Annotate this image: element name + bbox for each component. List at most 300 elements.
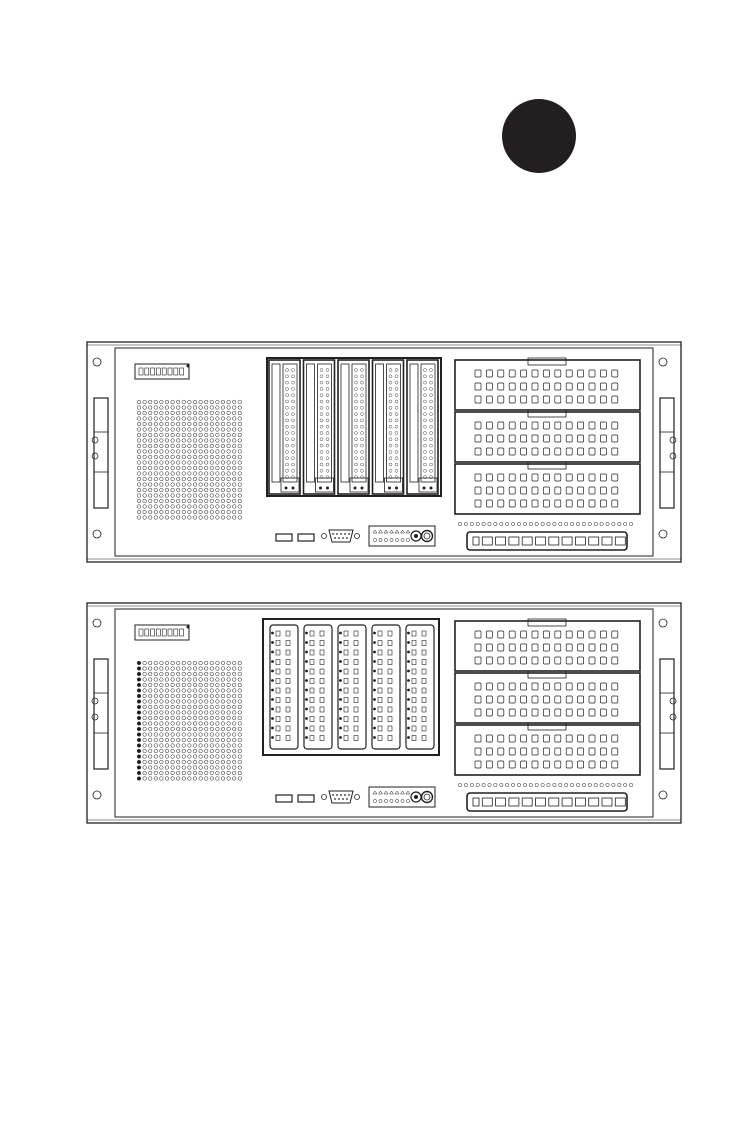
vent-hole — [171, 433, 175, 437]
expansion-bay-vent — [486, 748, 492, 755]
brand-logo-glyph — [162, 368, 166, 375]
vent-hole — [193, 694, 197, 698]
vent-hole — [188, 738, 192, 742]
expansion-bay-vent — [589, 696, 595, 703]
vent-hole — [221, 705, 225, 709]
io-port — [562, 798, 572, 806]
vent-hole — [199, 472, 203, 476]
front-vent-dot — [594, 522, 597, 525]
vent-hole — [154, 738, 158, 742]
vent-hole — [193, 488, 197, 492]
rack-ear-hole-left — [93, 358, 101, 366]
expansion-bay-tab — [528, 671, 566, 678]
vent-hole — [176, 727, 180, 731]
vent-hole — [238, 505, 242, 509]
vent-hole — [199, 411, 203, 415]
drive-tray-vent — [292, 432, 295, 435]
front-vent-dot — [511, 783, 514, 786]
expansion-bay — [455, 358, 640, 410]
vent-hole — [148, 672, 152, 676]
drive-tray-vent — [430, 400, 433, 403]
vent-hole — [216, 450, 220, 454]
vent-hole — [143, 488, 147, 492]
vent-hole — [137, 661, 141, 665]
vent-hole — [137, 722, 141, 726]
rack-ear-hole-right — [659, 619, 667, 627]
drive-bay-cover-slot — [422, 717, 426, 722]
drive-tray-vent — [292, 444, 295, 447]
drive-tray-latch — [419, 478, 437, 492]
vent-hole — [154, 433, 158, 437]
drive-bay-cover-slot — [378, 660, 382, 665]
drive-bay-cover-slot — [354, 726, 358, 731]
vent-hole — [137, 749, 141, 753]
vent-hole — [238, 477, 242, 481]
vent-hole — [160, 771, 164, 775]
vent-hole — [171, 483, 175, 487]
drive-tray-vent — [355, 444, 358, 447]
drive-bay-cover-slot — [276, 726, 280, 731]
drive-bay-cover-slot — [422, 698, 426, 703]
drive-bay-cover-panel — [406, 625, 434, 749]
vent-hole — [160, 461, 164, 465]
drive-tray-vent — [292, 400, 295, 403]
vent-hole — [160, 455, 164, 459]
vent-hole — [188, 494, 192, 498]
vent-hole — [216, 400, 220, 404]
expansion-bay-vent — [521, 709, 527, 716]
com-port-pin — [344, 533, 346, 535]
vent-hole — [204, 461, 208, 465]
vent-hole — [193, 444, 197, 448]
drive-tray-vent — [430, 419, 433, 422]
drive-tray-vent — [326, 463, 329, 466]
front-vent-dot — [458, 522, 461, 525]
expansion-bay-vent — [543, 696, 549, 703]
vent-hole — [232, 461, 236, 465]
vent-hole — [210, 428, 214, 432]
expansion-bay-vent — [475, 748, 481, 755]
expansion-bay-vent — [521, 657, 527, 664]
drive-bay-cover-rivet — [407, 689, 410, 692]
expansion-bay-vent — [612, 657, 618, 664]
drive-tray-vent — [361, 432, 364, 435]
vent-hole — [232, 422, 236, 426]
vent-hole — [176, 411, 180, 415]
io-port — [536, 537, 546, 545]
vent-hole — [216, 428, 220, 432]
vent-hole — [148, 727, 152, 731]
vent-hole — [137, 439, 141, 443]
brand-logo-glyph — [145, 368, 149, 375]
vent-hole — [176, 755, 180, 759]
drive-bay-cover-rivet — [373, 679, 376, 682]
vent-hole — [238, 722, 242, 726]
expansion-bay-vent — [475, 474, 481, 481]
vent-hole — [216, 516, 220, 520]
vent-hole — [182, 678, 186, 682]
drive-tray-vent — [320, 375, 323, 378]
vent-hole — [171, 417, 175, 421]
brand-logo-glyph — [151, 368, 155, 375]
vent-hole — [238, 760, 242, 764]
vent-hole — [238, 406, 242, 410]
vent-hole — [143, 716, 147, 720]
drive-tray-vent — [395, 438, 398, 441]
expansion-bay-vent — [509, 657, 515, 664]
vent-hole — [188, 744, 192, 748]
expansion-bay-vent — [555, 748, 561, 755]
vent-hole — [171, 444, 175, 448]
vent-hole — [232, 672, 236, 676]
vent-hole — [143, 411, 147, 415]
vent-hole — [171, 450, 175, 454]
drive-tray-vent — [389, 387, 392, 390]
expansion-bay-vent — [612, 709, 618, 716]
front-vent-dot — [529, 783, 532, 786]
vent-hole — [238, 433, 242, 437]
expansion-bay-vent — [498, 383, 504, 390]
drive-tray-vent — [355, 438, 358, 441]
io-panel — [467, 793, 627, 811]
vent-hole — [160, 760, 164, 764]
drive-bay-cover-rivet — [305, 641, 308, 644]
vent-hole — [188, 422, 192, 426]
expansion-bay-vent — [486, 422, 492, 429]
vent-hole — [232, 483, 236, 487]
vent-hole — [160, 672, 164, 676]
vent-hole — [216, 444, 220, 448]
drive-tray-vent — [326, 419, 329, 422]
expansion-bay-vent — [589, 383, 595, 390]
drive-tray-vent — [355, 394, 358, 397]
vent-hole — [137, 433, 141, 437]
com-port-screw — [355, 534, 360, 539]
vent-hole — [188, 400, 192, 404]
expansion-bay-vent — [566, 396, 572, 403]
drive-tray-vent — [286, 394, 289, 397]
vent-hole — [143, 738, 147, 742]
front-vent-dot — [553, 522, 556, 525]
vent-hole — [176, 738, 180, 742]
drive-bay-cover-slot — [344, 669, 348, 674]
vent-hole — [193, 667, 197, 671]
vent-hole — [176, 433, 180, 437]
drive-tray-vent — [395, 369, 398, 372]
vent-hole — [227, 755, 231, 759]
vent-hole — [210, 716, 214, 720]
vent-hole — [176, 422, 180, 426]
vent-hole — [227, 711, 231, 715]
front-vent-dot — [494, 522, 497, 525]
expansion-bay-vent — [521, 370, 527, 377]
vent-hole — [165, 455, 169, 459]
drive-bay-cover-rivet — [339, 679, 342, 682]
com-port-pin — [336, 794, 338, 796]
vent-hole — [238, 694, 242, 698]
expansion-bay-vent — [566, 435, 572, 442]
brand-logo — [135, 625, 190, 640]
com-port-pin — [348, 794, 350, 796]
drive-bay-cover-slot — [378, 726, 382, 731]
drive-bay-cover-rivet — [407, 670, 410, 673]
vent-hole — [148, 683, 152, 687]
com-port-pin — [348, 533, 350, 535]
vent-hole — [188, 766, 192, 770]
drive-tray-vent — [430, 432, 433, 435]
drive-tray-vent — [395, 413, 398, 416]
drive-bay-cover-rivet — [373, 651, 376, 654]
vent-hole — [204, 455, 208, 459]
drive-bay-cover-rivet — [271, 698, 274, 701]
vent-hole — [221, 694, 225, 698]
drive-tray-vent — [430, 425, 433, 428]
vent-hole — [232, 406, 236, 410]
vent-hole — [216, 744, 220, 748]
drive-tray-vent — [286, 432, 289, 435]
vent-hole — [188, 510, 192, 514]
vent-hole — [227, 777, 231, 781]
expansion-bay-vent — [543, 748, 549, 755]
expansion-bay-vent — [532, 396, 538, 403]
vent-hole — [171, 727, 175, 731]
vent-hole — [182, 766, 186, 770]
drive-tray-vent — [361, 450, 364, 453]
drive-tray-vent — [424, 375, 427, 378]
io-port — [496, 537, 506, 545]
com-port-shell — [329, 791, 353, 803]
drive-bay-cover-slot — [388, 650, 392, 655]
drive-bay-cover-slot — [388, 707, 392, 712]
vent-hole — [188, 477, 192, 481]
vent-hole — [232, 733, 236, 737]
vent-hole — [188, 411, 192, 415]
expansion-bay-vent — [475, 422, 481, 429]
drive-bay-cover-rivet — [373, 689, 376, 692]
vent-hole — [148, 760, 152, 764]
vent-hole — [182, 672, 186, 676]
vent-hole — [154, 661, 158, 665]
expansion-bay-vent — [475, 657, 481, 664]
drive-tray-vent — [389, 400, 392, 403]
drive-bay-cover-rivet — [373, 727, 376, 730]
vent-hole — [148, 516, 152, 520]
com-port-pin — [336, 533, 338, 535]
vent-hole — [238, 716, 242, 720]
vent-hole — [232, 760, 236, 764]
front-vent-dot — [588, 522, 591, 525]
vent-hole — [210, 466, 214, 470]
vent-hole — [154, 683, 158, 687]
vent-hole — [143, 661, 147, 665]
expansion-bay-vent — [589, 748, 595, 755]
expansion-bay-vent — [486, 500, 492, 507]
drive-tray-frame — [304, 360, 335, 494]
drive-bay-cover-slot — [388, 698, 392, 703]
vent-hole — [165, 755, 169, 759]
expansion-bay-vent — [509, 383, 515, 390]
vent-hole — [165, 760, 169, 764]
com-port-screw — [322, 795, 327, 800]
vent-hole — [221, 406, 225, 410]
drive-tray-handle — [410, 364, 418, 482]
vent-hole — [232, 400, 236, 404]
vent-hole — [171, 439, 175, 443]
vent-hole — [210, 727, 214, 731]
vent-hole — [238, 461, 242, 465]
drive-bay-cover — [270, 625, 298, 749]
io-port — [536, 798, 546, 806]
drive-bay-cover-slot — [286, 726, 290, 731]
drive-bay-cover-rivet — [305, 708, 308, 711]
drive-tray-vent — [320, 432, 323, 435]
vent-hole — [204, 444, 208, 448]
vent-hole — [204, 422, 208, 426]
expansion-bay-vent — [555, 735, 561, 742]
drive-bay-cover-rivet — [271, 679, 274, 682]
expansion-bay-vent — [589, 735, 595, 742]
drive-bay-cover-rivet — [373, 632, 376, 635]
vent-hole — [221, 477, 225, 481]
vent-hole — [171, 700, 175, 704]
vent-hole — [137, 727, 141, 731]
vent-hole — [204, 733, 208, 737]
front-vent-dot — [500, 522, 503, 525]
expansion-bay-vent — [509, 396, 515, 403]
expansion-bay-vent — [498, 644, 504, 651]
vent-hole — [143, 461, 147, 465]
drive-bay-cover-rivet — [407, 641, 410, 644]
drive-tray-vent — [292, 450, 295, 453]
vent-hole — [165, 516, 169, 520]
drive-bay-cover-slot — [320, 650, 324, 655]
vent-hole — [188, 483, 192, 487]
front-vent-dot — [576, 522, 579, 525]
front-vent-dot — [576, 783, 579, 786]
drive-bay-cover-slot — [354, 669, 358, 674]
vent-hole — [204, 466, 208, 470]
expansion-bay-vent — [589, 487, 595, 494]
expansion-bay-vent — [543, 422, 549, 429]
vent-hole — [171, 771, 175, 775]
vent-hole — [154, 694, 158, 698]
vent-hole — [221, 428, 225, 432]
vent-hole — [238, 766, 242, 770]
vent-hole — [143, 689, 147, 693]
vent-hole — [227, 461, 231, 465]
expansion-bay-vent — [578, 422, 584, 429]
drive-tray-vent — [286, 369, 289, 372]
vent-hole — [221, 472, 225, 476]
vent-hole — [171, 749, 175, 753]
vent-hole — [227, 716, 231, 720]
vent-hole — [165, 444, 169, 448]
expansion-bay-vent — [521, 683, 527, 690]
vent-hole — [176, 406, 180, 410]
status-icon — [401, 791, 405, 794]
drive-tray-frame — [373, 360, 404, 494]
drive-bay-cover-slot — [320, 631, 324, 636]
vent-hole — [227, 727, 231, 731]
expansion-bay-vent — [475, 709, 481, 716]
expansion-bay-vent — [498, 435, 504, 442]
drive-bay-cover-slot — [378, 631, 382, 636]
rack-handle-pin — [670, 453, 676, 459]
expansion-bay-vent — [600, 383, 606, 390]
drive-tray-vent — [286, 450, 289, 453]
rack-handle-pin — [92, 453, 98, 459]
expansion-bay-vent — [486, 709, 492, 716]
drive-tray-vent — [424, 457, 427, 460]
drive-tray-vent — [355, 369, 358, 372]
vent-hole — [154, 439, 158, 443]
expansion-bay-vent — [475, 761, 481, 768]
expansion-bay-vent — [600, 474, 606, 481]
expansion-bay-vent — [475, 383, 481, 390]
vent-hole — [148, 428, 152, 432]
vent-hole — [188, 689, 192, 693]
vent-hole — [137, 760, 141, 764]
expansion-bay-vent — [589, 709, 595, 716]
vent-hole — [148, 505, 152, 509]
vent-hole — [210, 711, 214, 715]
drive-tray-vent — [355, 419, 358, 422]
drive-tray-vent — [326, 387, 329, 390]
vent-hole — [227, 733, 231, 737]
expansion-bay-vent — [589, 474, 595, 481]
vent-hole — [238, 411, 242, 415]
front-vent-dot — [476, 522, 479, 525]
vent-hole — [204, 738, 208, 742]
expansion-bay-vent — [509, 748, 515, 755]
vent-hole — [221, 488, 225, 492]
drive-bay-cover-rivet — [407, 698, 410, 701]
vent-hole — [204, 505, 208, 509]
vent-hole — [221, 466, 225, 470]
front-vent-dot — [482, 783, 485, 786]
vent-hole — [148, 499, 152, 503]
drive-tray — [269, 360, 300, 494]
drive-bay-cover-slot — [388, 660, 392, 665]
drive-activity-led — [319, 487, 322, 490]
io-port — [482, 798, 492, 806]
drive-tray-mesh — [387, 364, 401, 482]
vent-hole — [160, 433, 164, 437]
vent-hole — [154, 466, 158, 470]
vent-hole — [176, 705, 180, 709]
drive-bay-cover-slot — [276, 717, 280, 722]
vent-hole — [221, 777, 225, 781]
vent-hole — [171, 711, 175, 715]
vent-hole — [204, 499, 208, 503]
drive-tray-vent — [389, 406, 392, 409]
drive-status-led — [361, 487, 364, 490]
usb-port — [276, 534, 292, 541]
vent-hole — [227, 516, 231, 520]
front-vent-dot — [458, 783, 461, 786]
vent-hole — [216, 494, 220, 498]
drive-tray-latch — [385, 478, 403, 492]
vent-hole — [143, 694, 147, 698]
vent-hole — [227, 499, 231, 503]
drive-tray-vent — [424, 413, 427, 416]
vent-hole — [216, 716, 220, 720]
vent-hole — [210, 417, 214, 421]
vent-hole — [204, 711, 208, 715]
drive-tray-vent — [286, 413, 289, 416]
vent-hole — [227, 433, 231, 437]
vent-hole — [204, 700, 208, 704]
